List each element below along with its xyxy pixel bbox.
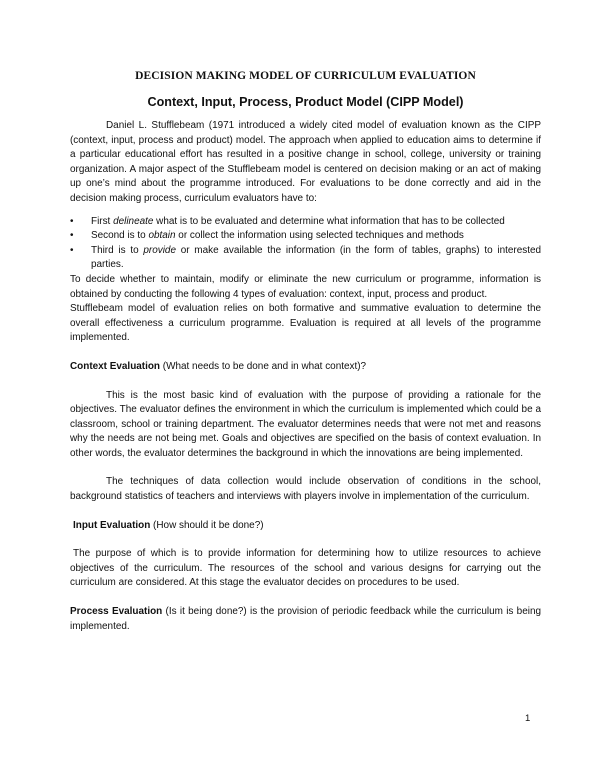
context-evaluation-label: Context Evaluation <box>70 360 161 372</box>
list-item: • First delineate what is to be evaluated and determine what information that has to be collected <box>70 215 541 230</box>
document-body <box>70 70 541 634</box>
input-evaluation-label: Input Evaluation <box>73 519 151 531</box>
list-item: • Second is to obtain or collect the information using selected techniques and methods <box>70 229 541 244</box>
emphasis-obtain: obtain <box>148 230 176 242</box>
input-paragraph: The purpose of which is to provide information for determining how to utilize resources to achieve objectives of the curriculum. The resources of the school and various designs for carrying out the curriculum are considered. At this stage the evaluator decides on procedures to be used. <box>70 548 541 589</box>
document-subtitle: Context, Input, Process, Product Model (CIPP Model) <box>147 95 464 109</box>
bullet-icon: • <box>70 215 74 227</box>
page-number: 1 <box>525 713 531 724</box>
emphasis-provide: provide <box>143 244 176 256</box>
formative-summative-paragraph: Stufflebeam model of evaluation relies on both formative and summative evaluation to determine the overall effectiveness a curriculum programme. Evaluation is required at all levels of the programme implemented. <box>70 303 541 344</box>
decide-paragraph: To decide whether to maintain, modify or eliminate the new curriculum or programme, information is obtained by conducting the following 4 types of evaluation: context, input, process and product. <box>70 273 541 300</box>
bullet-icon: • <box>70 230 74 242</box>
process-evaluation-paragraph: Process Evaluation (Is it being done?) is the provision of periodic feedback while the curriculum is being implemented. <box>70 606 541 632</box>
document-title: DECISION MAKING MODEL OF CURRICULUM EVALUATION <box>135 70 476 82</box>
emphasis-delineate: delineate <box>113 215 154 227</box>
context-evaluation-heading: Context Evaluation (What needs to be done and in what context)? <box>70 360 367 372</box>
context-paragraph-2: The techniques of data collection would include observation of conditions in the school, background statistics of teachers and interviews with players involve in implementation of the curriculum. <box>70 476 541 503</box>
list-item: • Third is to provide or make available the information (in the form of tables, graphs) to interested parties. <box>70 244 542 271</box>
context-paragraph-1: This is the most basic kind of evaluation with the purpose of providing a rationale for the objectives. The evaluator defines the environment in which the curriculum is implemented which could be a classroom, school or training department. The evaluator determines needs that were not met and reasons why the needs are not being met. Goals and objectives are specified on the basis of context evaluation. In other words, the evaluator determines the background in which the innovations are being implemented. <box>70 389 541 459</box>
evaluator-steps-list <box>70 215 541 273</box>
intro-paragraph: Daniel L. Stufflebeam (1971 introduced a widely cited model of evaluation known as the CIPP (context, input, process and product) model. The approach when applied to education aims to determine if a particular educational effort has resulted in a positive change in school, college, university or training organization. A major aspect of the Stufflebeam model is centered on decision making or an act of making up one’s mind about the programme introduced. For evaluations to be done correctly and aid in the decision making process, curriculum evaluators have to: <box>70 120 541 204</box>
bullet-icon: • <box>70 244 74 256</box>
input-evaluation-heading: Input Evaluation (How should it be done?) <box>73 519 264 531</box>
process-evaluation-label: Process Evaluation <box>70 606 163 618</box>
